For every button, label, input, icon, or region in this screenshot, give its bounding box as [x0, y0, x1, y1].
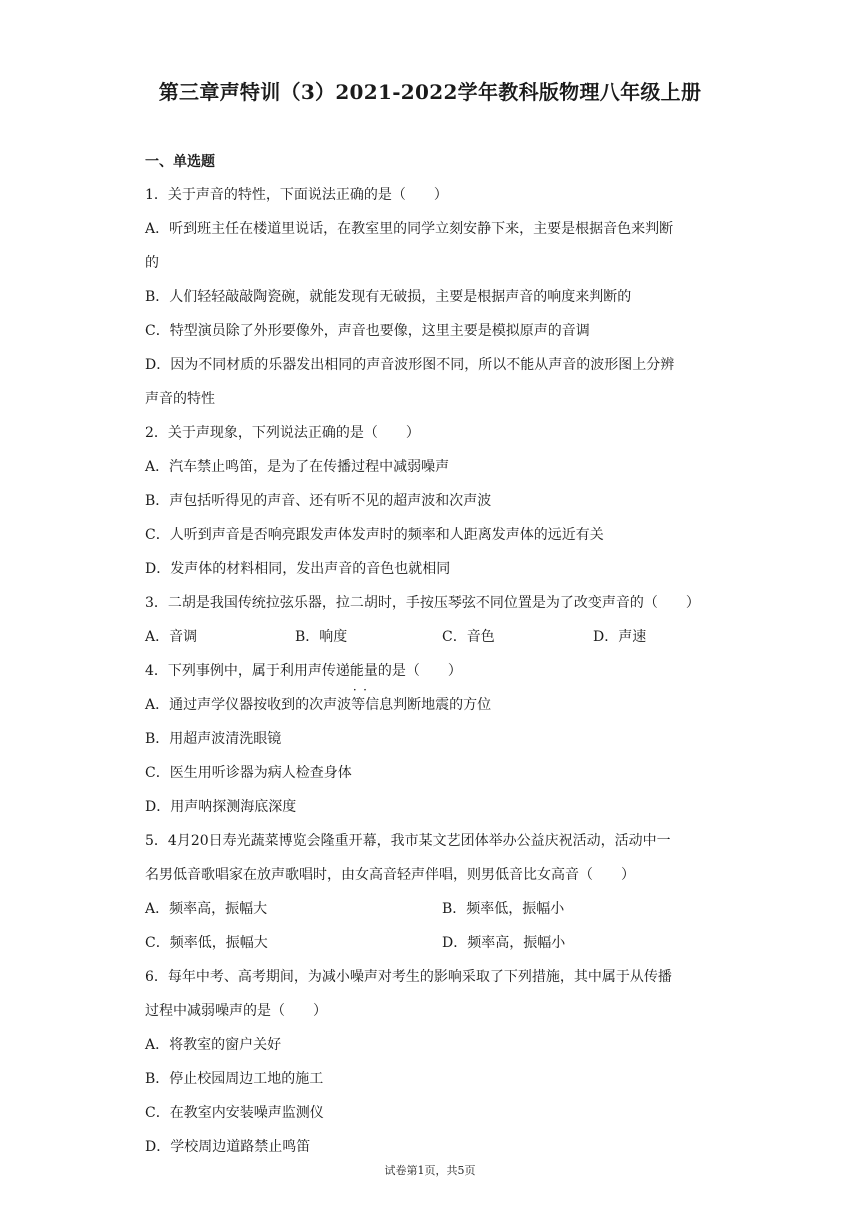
question-1-option-a: A．听到班主任在楼道里说话，在教室里的同学立刻安静下来，主要是根据音色来判断: [145, 221, 674, 237]
question-6-option-a: A．将教室的窗户关好: [145, 1037, 282, 1053]
page-footer: 试卷第1页，共5页: [384, 1164, 476, 1177]
question-5-option-d: D．频率高，振幅小: [442, 935, 566, 951]
question-2-stem: 2．关于声现象，下列说法正确的是（ ）: [145, 425, 420, 441]
question-6-option-b: B．停止校园周边工地的施工: [145, 1071, 324, 1087]
question-3-option-b: B．响度: [295, 629, 348, 645]
question-1-option-a-continued: 的: [145, 255, 159, 271]
question-6-option-c: C．在教室内安装噪声监测仪: [145, 1105, 324, 1121]
question-5-option-c: C．频率低，振幅大: [145, 935, 268, 951]
question-1-option-c: C．特型演员除了外形要像外，声音也要像，这里主要是模拟原声的音调: [145, 323, 590, 339]
question-3-options: [145, 620, 725, 654]
question-6-stem: 6．每年中考、高考期间，为减小噪声对考生的影响采取了下列措施，其中属于从传播: [145, 969, 672, 985]
question-4-stem-text: 4．下列事例中，属于利用声传递: [145, 663, 350, 679]
question-4-stem: [145, 654, 725, 688]
question-5-options-row-1: [145, 892, 725, 926]
question-3-option-c: C．音色: [442, 629, 495, 645]
question-2-option-c: C．人听到声音是否响亮跟发声体发声时的频率和人距离发声体的远近有关: [145, 527, 604, 543]
question-1-option-b: B．人们轻轻敲敲陶瓷碗，就能发现有无破损，主要是根据声音的响度来判断的: [145, 289, 632, 305]
question-5-option-a: A．频率高，振幅大: [145, 901, 268, 917]
question-4-option-b: B．用超声波清洗眼镜: [145, 731, 282, 747]
question-4-option-d: D．用声呐探测海底深度: [145, 799, 297, 815]
question-list: [145, 152, 725, 1164]
question-2-option-b: B．声包括听得见的声音、还有听不见的超声波和次声波: [145, 493, 492, 509]
question-3-stem: 3．二胡是我国传统拉弦乐器，拉二胡时，手按压琴弦不同位置是为了改变声音的（ ）: [145, 595, 700, 611]
question-6-option-d: D．学校周边道路禁止鸣笛: [145, 1139, 311, 1155]
page-title: 第三章声特训（3）2021-2022学年教科版物理八年级上册: [158, 80, 702, 104]
question-4-option-c: C．医生用听诊器为病人检查身体: [145, 765, 352, 781]
question-5-options-row-2: [145, 926, 725, 960]
question-4-stem-end: 的是（ ）: [377, 663, 462, 679]
question-2-option-d: D．发声体的材料相同，发出声音的音色也就相同: [145, 561, 451, 577]
question-6-stem-continued: 过程中减弱噪声的是（ ）: [145, 1003, 327, 1019]
question-1-option-d: D．因为不同材质的乐器发出相同的声音波形图不同，所以不能从声音的波形图上分辨: [145, 357, 675, 373]
question-1-stem: 1．关于声音的特性，下面说法正确的是（ ）: [145, 187, 448, 203]
section-heading: 一、单选题: [145, 154, 215, 170]
question-3-option-a: A．音调: [145, 629, 198, 645]
question-5-option-b: B．频率低，振幅小: [442, 901, 565, 917]
question-5-stem: 5．4月20日寿光蔬菜博览会隆重开幕，我市某文艺团体举办公益庆祝活动，活动中一: [145, 833, 671, 849]
question-1-option-d-continued: 声音的特性: [145, 391, 215, 407]
question-4-option-a: A．通过声学仪器按收到的次声波等信息判断地震的方位: [145, 697, 492, 713]
emphasis-text: 能量 · ·: [350, 663, 378, 679]
question-3-option-d: D．声速: [593, 629, 647, 645]
question-2-option-a: A．汽车禁止鸣笛，是为了在传播过程中减弱噪声: [145, 459, 450, 475]
question-5-stem-continued: 名男低音歌唱家在放声歌唱时，由女高音轻声伴唱，则男低音比女高音（ ）: [145, 867, 635, 883]
